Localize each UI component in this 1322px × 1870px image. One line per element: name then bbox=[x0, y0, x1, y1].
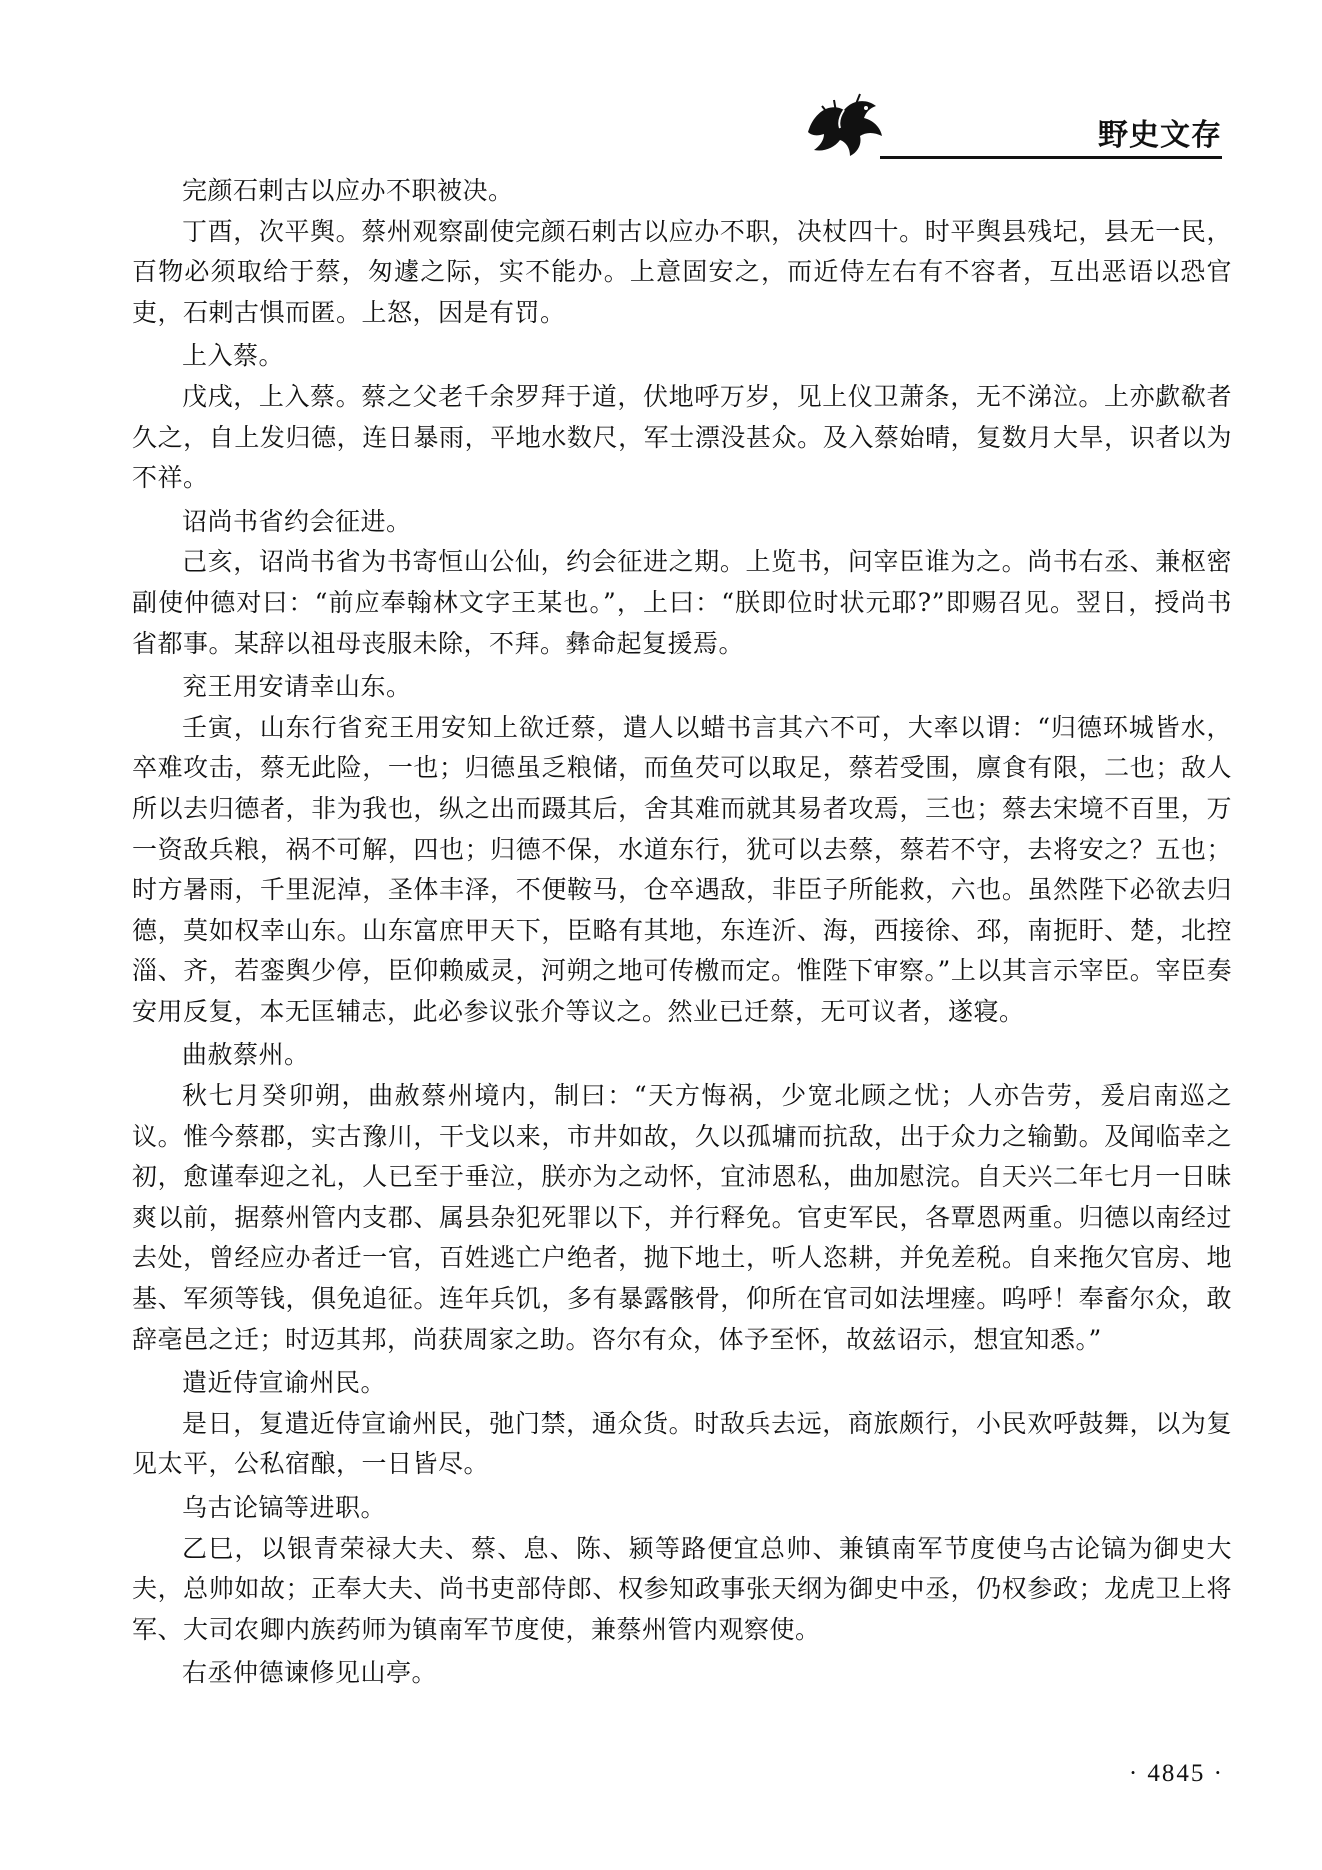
body-paragraph: 戊戌，上入蔡。蔡之父老千余罗拜于道，伏地呼万岁，见上仪卫萧条，无不涕泣。上亦歔欷者久之，自上发归德，连日暴雨，平地水数尺，军士漂没甚众。及入蔡始晴，复数月大旱，识者以为不祥。 bbox=[132, 381, 1232, 493]
header-rule bbox=[880, 156, 1222, 159]
body-paragraph: 壬寅，山东行省兖王用安知上欲迁蔡，遣人以蜡书言其六不可，大率以谓：“归德环城皆水，卒难攻击，蔡无此险，一也；归德虽乏粮储，而鱼芡可以取足，蔡若受围，廪食有限，二也；敌人所以去归德者，非为我也，纵之出而蹑其后，舍其难而就其易者攻焉，三也；蔡去宋境不百里，万一资敌兵粮，祸不可解，四也；归德不保，水道东行，犹可以去蔡，蔡若不守，去将安之？五也；时方暑雨，千里泥淖，圣体丰泽，不便鞍马，仓卒遇敌，非臣子所能救，六也。虽然陛下必欲去归德，莫如权幸山东。山东富庶甲天下，臣略有其地，东连沂、海，西接徐、邳，南扼盱、楚，北控淄、齐，若銮舆少停，臣仰赖威灵，河朔之地可传檄而定。惟陛下审察。”上以其言示宰臣。宰臣奏安用反复，本无匡辅志，此必参议张介等议之。然业已迁蔡，无可议者，遂寝。 bbox=[132, 712, 1232, 1026]
section-heading: 乌古论镐等进职。 bbox=[182, 1493, 387, 1522]
body-paragraph: 是日，复遣近侍宣谕州民，弛门禁，通众货。时敌兵去远，商旅颇行，小民欢呼鼓舞，以为复见太平，公私宿酿，一日皆尽。 bbox=[132, 1408, 1232, 1479]
body-paragraph: 丁酉，次平舆。蔡州观察副使完颜石剌古以应办不职，决杖四十。时平舆县残圮，县无一民，百物必须取给于蔡，匆遽之际，实不能办。上意固安之，而近侍左右有不容者，互出恶语以恐官吏，石剌古惧而匿。上怒，因是有罚。 bbox=[132, 216, 1232, 327]
running-header-title: 野史文存 bbox=[1098, 118, 1222, 153]
section-heading: 曲赦蔡州。 bbox=[182, 1040, 310, 1070]
section-heading: 右丞仲德谏修见山亭。 bbox=[182, 1658, 438, 1688]
section-heading: 上入蔡。 bbox=[182, 341, 285, 371]
section-heading: 完颜石剌古以应办不职被决。 bbox=[182, 176, 514, 205]
section-heading: 遣近侍宣谕州民。 bbox=[182, 1368, 387, 1398]
section-heading: 诏尚书省约会征进。 bbox=[182, 506, 412, 536]
page-body bbox=[132, 168, 1232, 1694]
body-paragraph: 己亥，诏尚书省为书寄恒山公仙，约会征进之期。上览书，问宰臣谁为之。尚书右丞、兼枢密副使仲德对曰：“前应奉翰林文字王某也。”，上曰：“朕即位时状元耶?”即赐召见。翌日，授尚书省都事。某辞以祖母丧服未除，不拜。彝命起复援焉。 bbox=[132, 547, 1232, 658]
page-number: · 4845 · bbox=[1128, 1760, 1224, 1787]
dragon-emblem-icon bbox=[800, 92, 890, 160]
body-paragraph: 秋七月癸卯朔，曲赦蔡州境内，制曰：“天方悔祸，少宽北顾之忧；人亦告劳，爰启南巡之议。惟今蔡郡，实古豫川，干戈以来，市井如故，久以孤墉而抗敌，出于众力之输勤。及闻临幸之初，愈谨奉迎之礼，人已至于垂泣，朕亦为之动怀，宜沛恩私，曲加慰浣。自天兴二年七月一日昧爽以前，据蔡州管内支郡、属县杂犯死罪以下，并行释免。官吏军民，各覃恩两重。归德以南经过去处，曾经应办者迁一官，百姓逃亡户绝者，抛下地土，听人恣耕，并免差税。自来拖欠官房、地基、军须等钱，俱免追征。连年兵饥，多有暴露骸骨，仰所在官司如法埋瘗。呜呼！奉畜尔众，敢辞亳邑之迁；时迈其邦，尚获周家之助。咨尔有众，体予至怀，故兹诏示，想宜知悉。” bbox=[132, 1081, 1232, 1354]
body-paragraph: 乙巳，以银青荣禄大夫、蔡、息、陈、颍等路便宜总帅、兼镇南军节度使乌古论镐为御史大夫，总帅如故；正奉大夫、尚书吏部侍郎、权参知政事张天纲为御史中丞，仍权参政；龙虎卫上将军、大司农卿内族药师为镇南军节度使，兼蔡州管内观察使。 bbox=[132, 1533, 1232, 1644]
page-header bbox=[0, 0, 1322, 170]
section-heading: 兖王用安请幸山东。 bbox=[182, 672, 412, 702]
